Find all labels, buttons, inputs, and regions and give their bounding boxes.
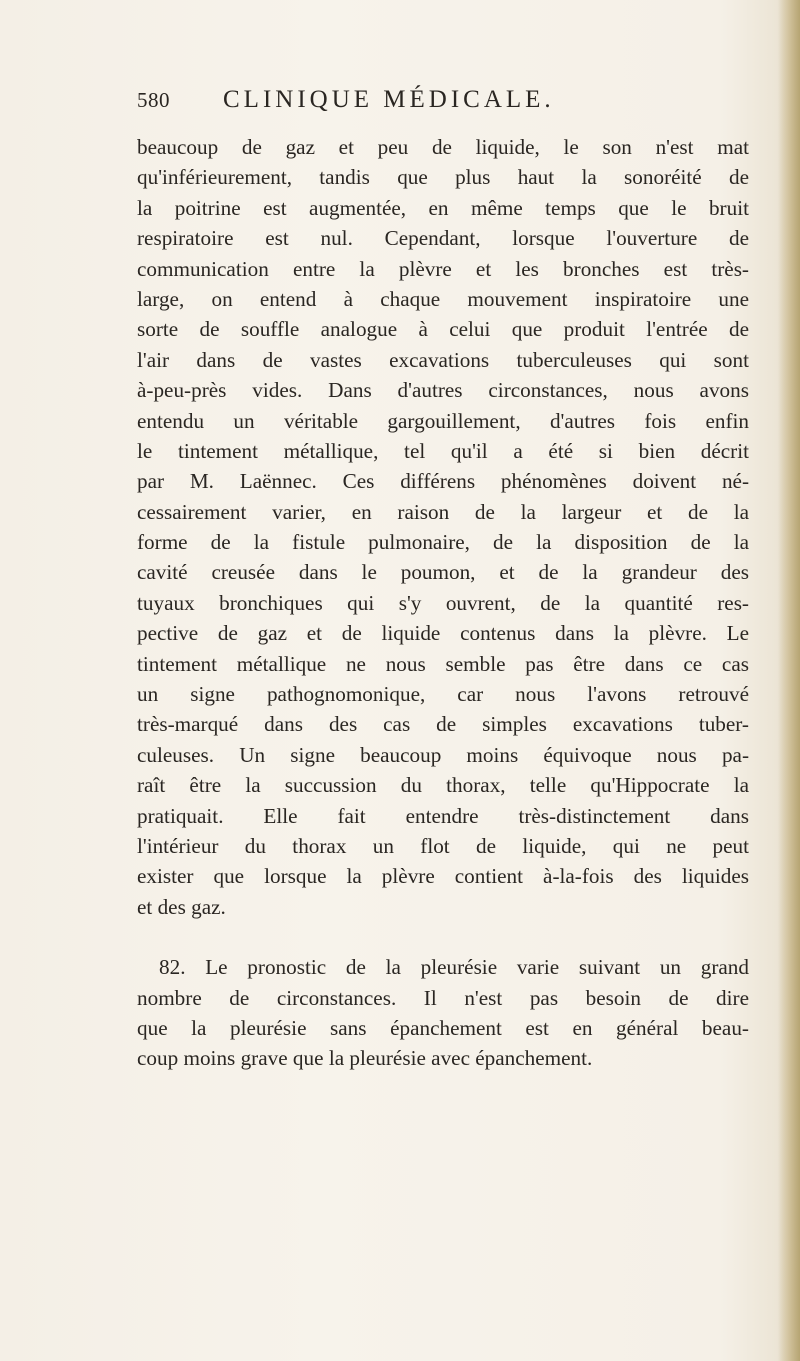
text-line: à-peu-près vides. Dans d'autres circonstances, nous avons [137,378,749,403]
text-line: que la pleurésie sans épanchement est en général beau- [137,1015,749,1040]
text-line: exister que lorsque la plèvre contient à-la-fois des liquides [137,864,749,889]
text-line: la poitrine est augmentée, en même temps que le bruit [137,195,749,220]
page-header [137,88,737,118]
text-line: qu'inférieurement, tandis que plus haut la sonoréité de [137,165,749,190]
text-line: tuyaux bronchiques qui s'y ouvrent, de la quantité res- [137,590,749,615]
text-line: nombre de circonstances. Il n'est pas besoin de dire [137,985,749,1010]
paragraph-gap [137,922,749,952]
body-text [137,132,749,1074]
text-line: pratiquait. Elle fait entendre très-distinctement dans [137,803,749,828]
text-line: par M. Laënnec. Ces différens phénomènes doivent né- [137,469,749,494]
text-line: cavité creusée dans le poumon, et de la grandeur des [137,560,749,585]
text-line: l'intérieur du thorax un flot de liquide, qui ne peut [137,833,749,858]
text-line: un signe pathognomonique, car nous l'avons retrouvé [137,682,749,707]
text-line: 82. Le pronostic de la pleurésie varie suivant un grand [159,955,749,980]
page-number: 580 [137,88,170,112]
text-line: entendu un véritable gargouillement, d'autres fois enfin [137,408,749,433]
text-line: pective de gaz et de liquide contenus dans la plèvre. Le [137,621,749,646]
text-line: communication entre la plèvre et les bronches est très- [137,256,749,281]
text-line: raît être la succussion du thorax, telle qu'Hippocrate la [137,773,749,798]
text-line: cessairement varier, en raison de la largeur et de la [137,499,749,524]
text-line: respiratoire est nul. Cependant, lorsque l'ouverture de [137,226,749,251]
text-line: large, on entend à chaque mouvement inspiratoire une [137,286,749,311]
paragraph-1 [137,132,749,922]
text-line: culeuses. Un signe beaucoup moins équivoque nous pa- [137,742,749,767]
text-line: sorte de souffle analogue à celui que produit l'entrée de [137,317,749,342]
text-line: coup moins grave que la pleurésie avec épanchement. [137,1046,593,1071]
paragraph-2 [137,952,749,1074]
text-line: tintement métallique ne nous semble pas être dans ce cas [137,651,749,676]
text-line: et des gaz. [137,894,226,919]
text-line: l'air dans de vastes excavations tuberculeuses qui sont [137,347,749,372]
text-line: forme de la fistule pulmonaire, de la disposition de la [137,530,749,555]
text-line: le tintement métallique, tel qu'il a été si bien décrit [137,438,749,463]
text-line: très-marqué dans des cas de simples excavations tuber- [137,712,749,737]
text-line: beaucoup de gaz et peu de liquide, le son n'est mat [137,135,749,159]
running-title: CLINIQUE MÉDICALE. [223,86,555,113]
page-edge-shadow [778,0,800,1361]
